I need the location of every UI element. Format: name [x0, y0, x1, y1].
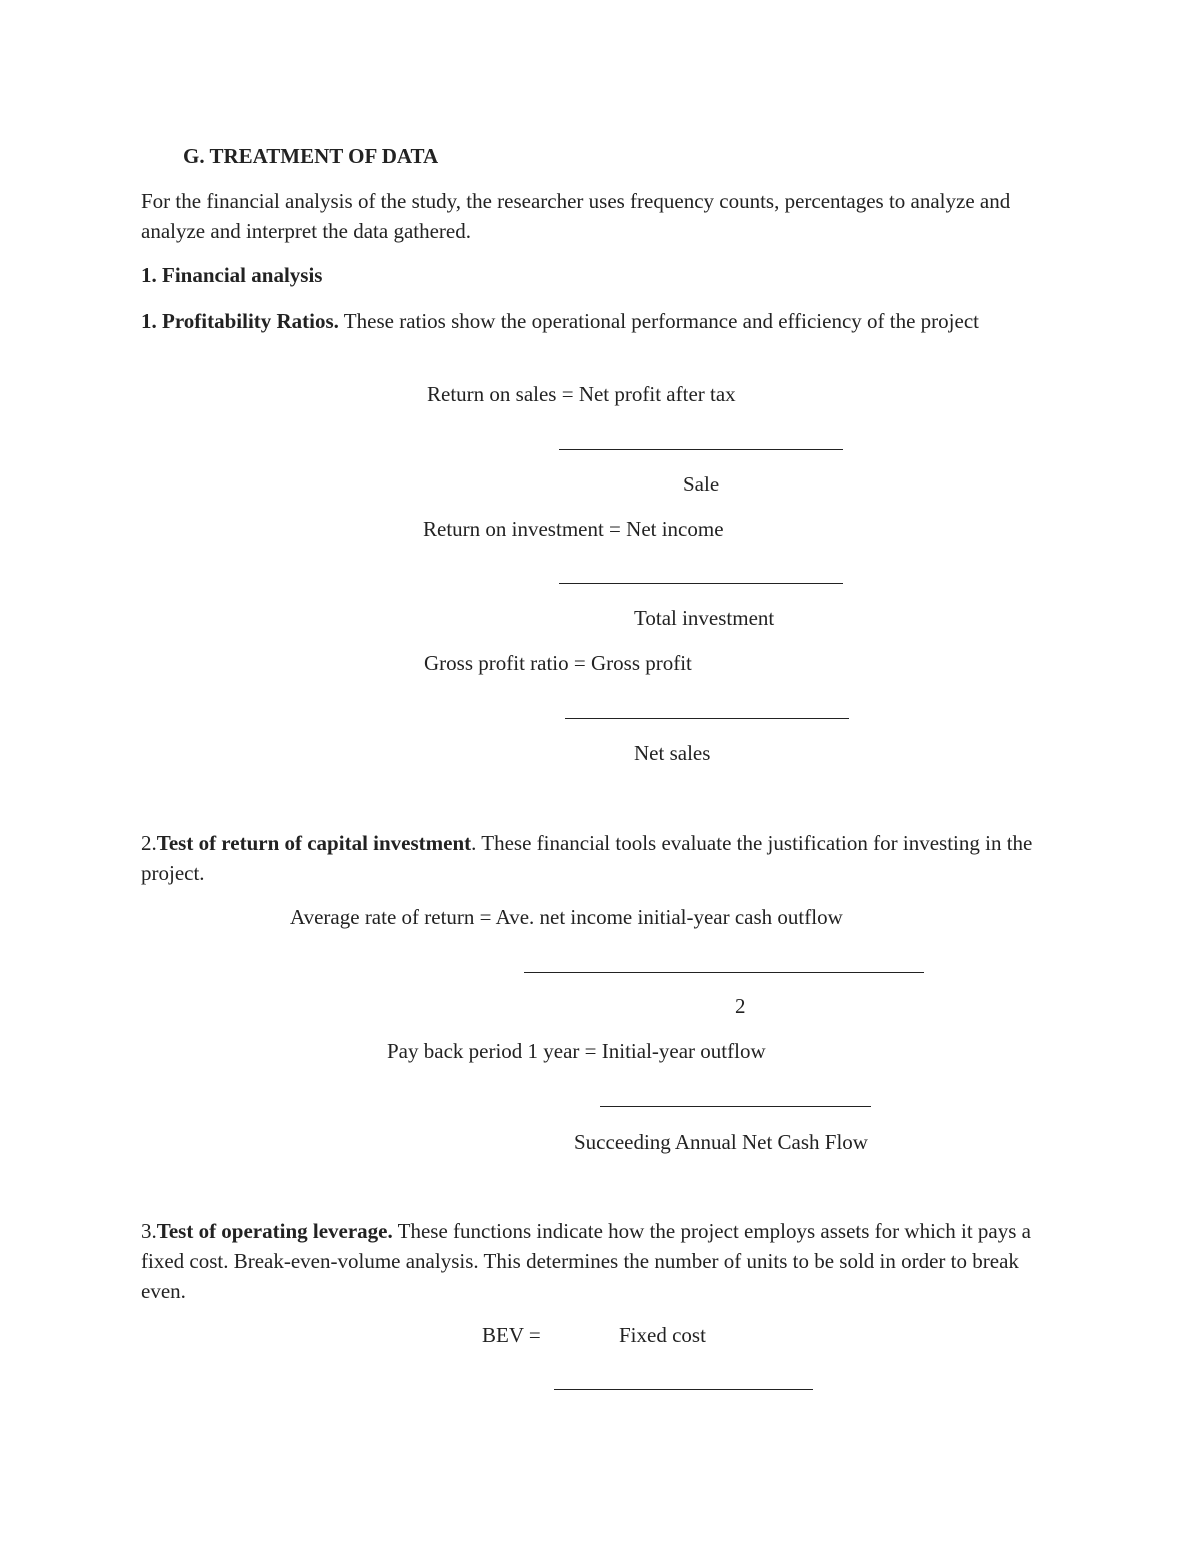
capital-number: 2.: [141, 831, 157, 855]
bev-label: BEV =: [482, 1323, 541, 1347]
fraction-line: [565, 718, 849, 719]
return-on-investment-denominator: Total investment: [634, 606, 775, 630]
fraction-line: [600, 1106, 871, 1107]
fraction-line: [554, 1389, 813, 1390]
operating-leverage-paragraph: [141, 1216, 1061, 1306]
average-rate-of-return-formula: Average rate of return = Ave. net income initial-year cash outflow: [290, 905, 843, 929]
capital-label: Test of return of capital investment: [156, 831, 472, 855]
bev-numerator: Fixed cost: [619, 1323, 706, 1347]
financial-analysis-title: 1. Financial analysis: [141, 263, 323, 287]
payback-period-denominator: Succeeding Annual Net Cash Flow: [574, 1130, 868, 1154]
profitability-label: 1. Profitability Ratios.: [141, 309, 339, 333]
intro-paragraph: For the financial analysis of the study, the researcher uses frequency counts, percentages to analyze and analyze and interpret the data gathered.: [141, 189, 1011, 243]
profitability-text: These ratios show the operational performance and efficiency of the project: [338, 309, 979, 333]
fraction-line: [559, 583, 843, 584]
leverage-text: These functions indicate how the project employs assets for which it pays a fixed cost. Break-even-volume analysis. This determines the number of units to be sold in order to break even.: [141, 1219, 1031, 1303]
gross-profit-ratio-formula: Gross profit ratio = Gross profit: [424, 651, 692, 675]
return-on-investment-formula: Return on investment = Net income: [423, 517, 724, 541]
leverage-label: Test of operating leverage.: [156, 1219, 393, 1243]
profitability-paragraph: [141, 306, 1061, 336]
capital-investment-paragraph: [141, 828, 1061, 888]
gross-profit-ratio-denominator: Net sales: [634, 741, 711, 765]
section-heading: G. TREATMENT OF DATA: [183, 144, 439, 168]
return-on-sales-denominator: Sale: [683, 472, 720, 496]
capital-text: . These financial tools evaluate the justification for investing in the project.: [141, 831, 1033, 885]
fraction-line: [524, 972, 924, 973]
return-on-sales-formula: Return on sales = Net profit after tax: [427, 382, 736, 406]
leverage-number: 3.: [141, 1219, 157, 1243]
average-rate-of-return-denominator: 2: [735, 994, 746, 1018]
payback-period-formula: Pay back period 1 year = Initial-year outflow: [387, 1039, 766, 1063]
fraction-line: [559, 449, 843, 450]
